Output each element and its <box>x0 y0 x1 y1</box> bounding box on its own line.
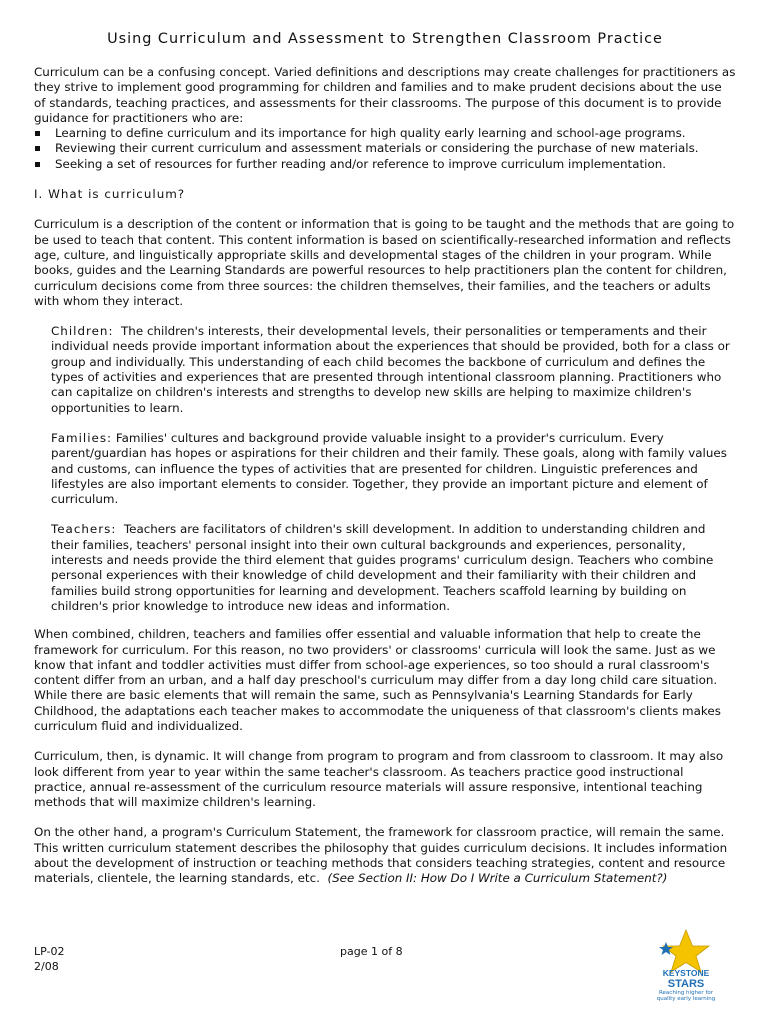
keystone-stars-logo <box>648 928 724 1004</box>
purpose-list <box>34 126 736 172</box>
logo-tagline-2: quality early learning <box>656 996 716 1002</box>
square-bullet-icon <box>35 162 40 167</box>
purpose-item <box>34 126 736 141</box>
combined-paragraph: When combined, children, teachers and families offer essential and valuable information that help to create the framework for curriculum. For this reason, no two providers' or classrooms' curricula will look the same. Just as we know that infant and toddler activities must differ from school-age experiences, so too should a rural classroom's content differ from an urban, and a half day preschool's curriculum may differ from a day long child care situation. While there are basic elements that will remain the same, such as Pennsylvania's Learning Standards for Early Childhood, the adaptations each teacher makes to accommodate the uniqueness of that classroom's clients makes curriculum fluid and individualized. <box>34 627 721 733</box>
section-reference: (See Section II: How Do I Write a Curriculum Statement?) <box>327 871 668 886</box>
document-date: 2/08 <box>34 960 59 973</box>
purpose-item-text: Learning to define curriculum and its importance for high quality early learning and school-age programs. <box>55 126 686 141</box>
purpose-item-text: Seeking a set of resources for further reading and/or reference to improve curriculum implementation. <box>55 156 667 171</box>
document-page <box>34 0 736 887</box>
curriculum-statement-text: On the other hand, a program's Curriculum Statement, the framework for classroom practice, will remain the same. This written curriculum statement describes the philosophy that guides curriculum decisions. It includes information about the development of instruction or teaching methods that considers teaching strategies, content and resource materials, clientele, the learning standards, etc. <box>34 825 728 886</box>
intro-paragraph: Curriculum can be a confusing concept. Varied definitions and descriptions may create challenges for practitioners as they strive to implement good programming for children and families and to make prudent decisions about the use of standards, teaching practices, and assessments for their classrooms. The purpose of this document is to provide guidance for practitioners who are: <box>34 65 736 125</box>
children-label: Children: <box>51 324 114 339</box>
document-title: Using Curriculum and Assessment to Strengthen Classroom Practice <box>107 31 663 47</box>
star-icon <box>648 928 724 990</box>
teachers-label: Teachers: <box>51 522 117 537</box>
families-text: Families' cultures and background provide valuable insight to a provider's curriculum. Every parent/guardian has hopes or aspirations for their children and their family. These goals, along with family values and customs, can influence the types of activities that are presented for children. Linguistic preferences and lifestyles are also important elements to consider. Together, they provide an important picture and element of curriculum. <box>51 430 727 507</box>
purpose-item <box>34 157 736 172</box>
children-text: The children's interests, their developmental levels, their personalities or temperaments and their individual needs provide important information about the experiences that should be provided, both for a class or group and individually. This understanding of each child becomes the backbone of curriculum and defines the types of activities and experiences that are presented through intentional classroom planning. Practitioners who can capitalize on children's interests and strengths to develop new skills are helping to maximize children's opportunities to learn. <box>51 324 730 415</box>
curriculum-statement-paragraph <box>34 825 736 886</box>
dynamic-paragraph: Curriculum, then, is dynamic. It will change from program to program and from classroom to classroom. It may also look different from year to year within the same teacher's classroom. As teachers practice good instructional practice, annual re-assessment of the curriculum resource materials will assure responsive, intentional teaching methods that will maximize children's learning. <box>34 749 724 810</box>
document-code: LP-02 <box>34 945 65 958</box>
footer-code-block <box>34 944 65 974</box>
purpose-item-text: Reviewing their current curriculum and assessment materials or considering the purchase of new materials. <box>55 141 699 156</box>
logo-text-stars: STARS <box>667 978 705 990</box>
section-heading: I. What is curriculum? <box>34 187 186 202</box>
teachers-text: Teachers are facilitators of children's skill development. In addition to understanding children and their families, teachers' personal insight into their own cultural backgrounds and experiences, personality, interests and needs provide the third element that guides programs' curriculum design. Teachers who combine personal experiences with their knowledge of child development and their familiarity with their children and families build strong opportunities for learning and development. Teachers scaffold learning by building on children's prior knowledge to introduce new ideas and information. <box>51 522 714 613</box>
purpose-item <box>34 141 736 156</box>
definition-paragraph: Curriculum is a description of the content or information that is going to be taught and the methods that are going to be used to teach that content. This content information is based on scientifically-researched information and reflects age, culture, and linguistically appropriate skills and developmental stages of the children in your program. While books, guides and the Learning Standards are powerful resources to help practitioners plan the content for children, curriculum decisions come from three sources: the children themselves, their families, and the teachers or adults with whom they interact. <box>34 217 735 308</box>
children-paragraph <box>34 324 736 416</box>
square-bullet-icon <box>35 131 40 136</box>
teachers-paragraph <box>34 522 736 614</box>
square-bullet-icon <box>35 146 40 151</box>
page-number: page 1 of 8 <box>340 945 403 958</box>
families-label: Families: <box>51 430 113 445</box>
logo-text-keystone: KEYSTONE <box>662 968 710 978</box>
families-paragraph <box>34 431 736 507</box>
logo-tagline-1: Reaching higher for <box>658 990 714 996</box>
page-footer <box>34 944 736 1014</box>
